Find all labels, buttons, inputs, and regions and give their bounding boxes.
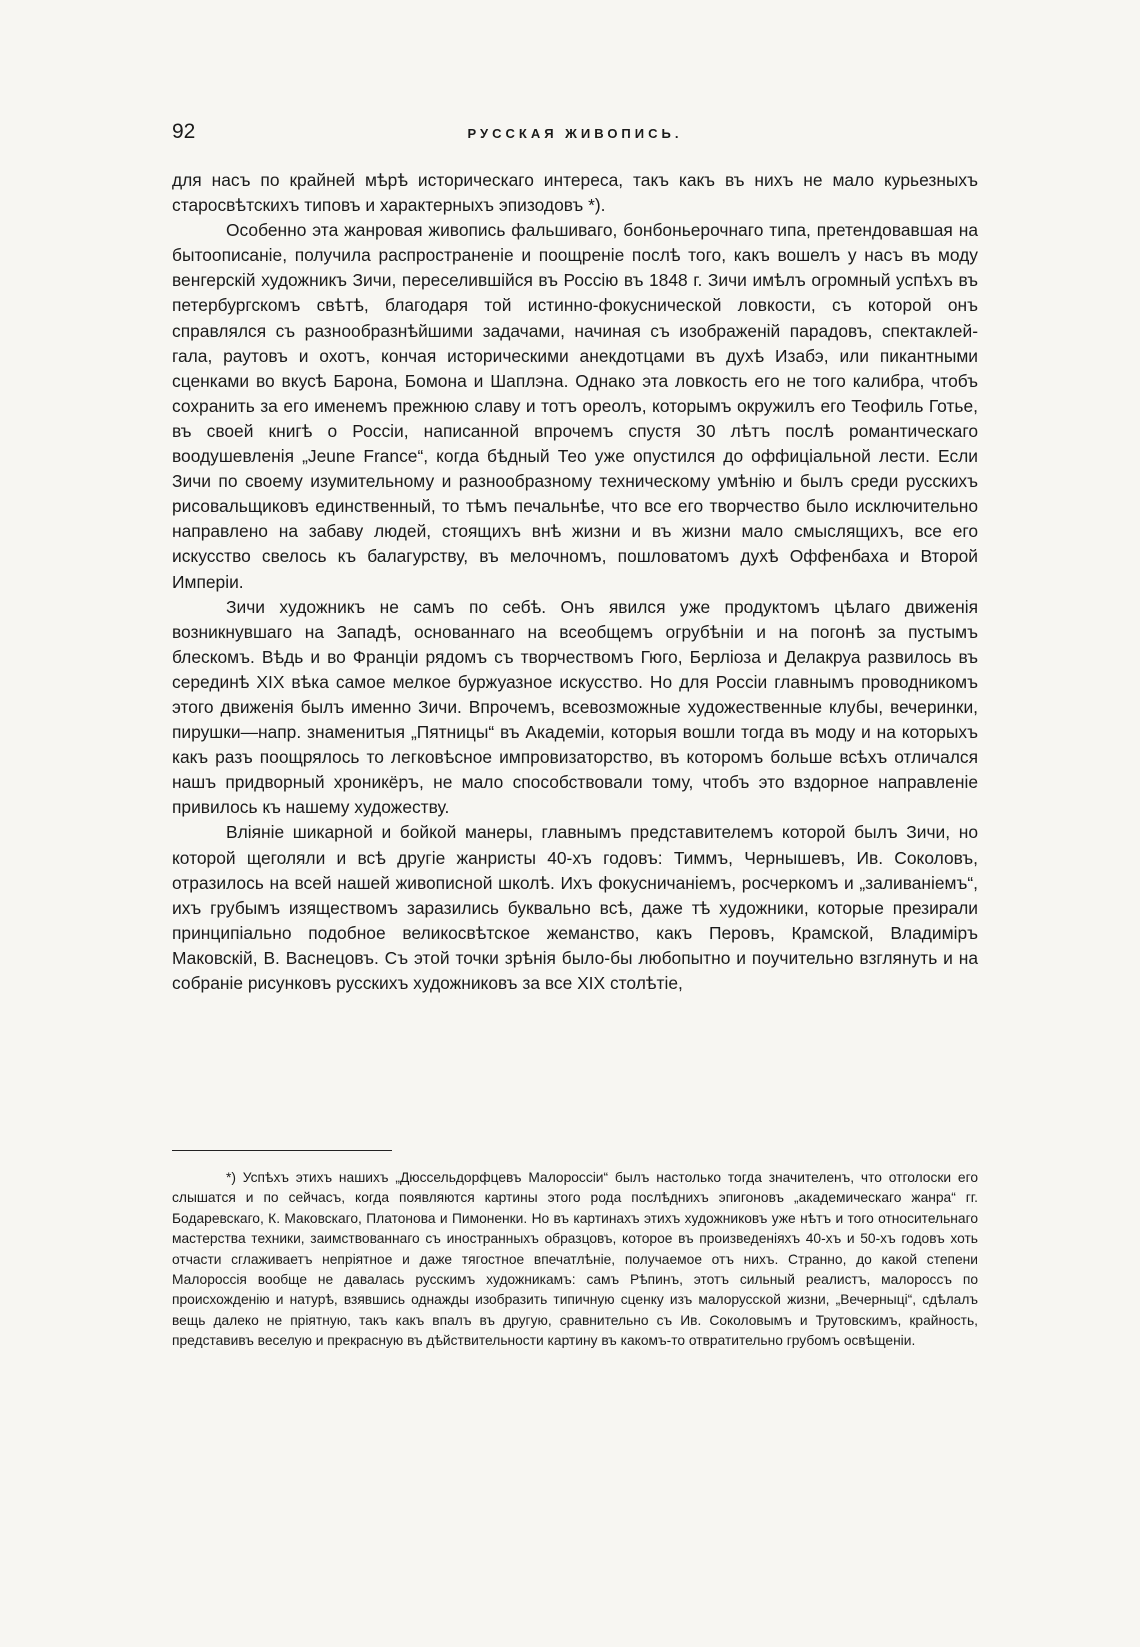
paragraph-influence: Вліяніе шикарной и бойкой манеры, главнымъ представителемъ которой былъ Зичи, но которой щеголяли и всѣ другіе жанристы 40-хъ годовъ: Тиммъ, Чернышевъ, Ив. Соколовъ, отразилось на всей нашей живописной школѣ. Ихъ фокусничаніемъ, росчеркомъ и „заливаніемъ“, ихъ грубымъ изяществомъ заразились буквально всѣ, даже тѣ художники, которые презирали принципіально подобное великосвѣтское жеманство, какъ Перовъ, Крамской, Владиміръ Маковскій, В. Васнецовъ. Съ этой точки зрѣнія было-бы любопытно и поучительно взглянуть и на собраніе рисунковъ русскихъ художниковъ за все XIX столѣтіе, (172, 822, 978, 993)
page-number: 92 (172, 120, 196, 143)
paragraph-zichy-movement: Зичи художникъ не самъ по себѣ. Онъ явился уже продуктомъ цѣлаго движенія возникнувшаго на Западѣ, основаннаго на всеобщемъ огрубѣніи и на погонѣ за пустымъ блескомъ. Вѣдь и во Франціи рядомъ съ творчествомъ Гюго, Берліоза и Делакруа развилось въ серединѣ XIX вѣка самое мелкое буржуазное искусство. Но для Россіи главнымъ проводникомъ этого движенія былъ именно Зичи. Впрочемъ, всевозможные художественные клубы, вечеринки, пирушки—напр. знаменитыя „Пятницы“ въ Академіи, которыя вошли тогда въ моду и на которыхъ какъ разъ поощрялось то легковѣсное импровизаторство, въ которомъ больше всѣхъ отличался нашъ придворный хроникёръ, не мало способствовали тому, чтобъ это вздорное направленіе привилось къ нашему художеству. (172, 596, 978, 818)
footnote-divider (172, 1150, 392, 1151)
paragraph-zichy-genre: Особенно эта жанровая живопись фальшиваго, бонбоньерочнаго типа, претендовавшая на бытоописаніе, получила распространеніе и поощреніе послѣ того, какъ вошелъ у насъ въ моду венгерскій художникъ Зичи, переселившійся въ Россію въ 1848 г. Зичи имѣлъ огромный успѣхъ въ петербургскомъ свѣтѣ, благодаря той истинно-фокуснической ловкости, съ которой онъ справлялся съ разнообразнѣйшими задачами, начиная съ изображеній парадовъ, спектаклей-гала, раутовъ и охотъ, кончая историческими анекдотцами въ духѣ Изабэ, или пикантными сценками во вкусѣ Барона, Бомона и Шаплэна. Однако эта ловкость его не того калибра, чтобъ сохранить за его именемъ прежнюю славу и тотъ ореолъ, которымъ окружилъ его Теофиль Готье, въ своей книгѣ о Россіи, написанной впрочемъ спустя 30 лѣтъ послѣ романтическаго воодушевленія „Jeune France“, когда бѣдный Тео уже опустился до оффиціальной лести. Если Зичи по своему изумительному и разнообразному техническому умѣнію и былъ среди русскихъ рисовальщиковъ единственный, то тѣмъ печальнѣе, что все его творчество было исключительно направлено на забаву людей, стоящихъ внѣ жизни и въ жизни мало смыслящихъ, все его искусство свелось къ балагурству, въ мелочномъ, пошловатомъ духѣ Оффенбаха и Второй Имперіи. (172, 220, 978, 592)
page-header (172, 120, 978, 150)
paragraph-continuation: для насъ по крайней мѣрѣ историческаго интереса, такъ какъ въ нихъ не мало курьезныхъ старосвѣтскихъ типовъ и характерныхъ эпизодовъ *). (172, 170, 978, 216)
footnote: *) Успѣхъ этихъ нашихъ „Дюссельдорфцевъ Малороссіи“ былъ настолько тогда значителенъ, что отголоски его слышатся и по сейчасъ, когда появляются картины этого рода послѣднихъ эпигоновъ „академическаго жанра“ гг. Бодаревскаго, К. Маковскаго, Платонова и Пимоненки. Но въ картинахъ этихъ художниковъ уже нѣтъ и того относительнаго мастерства техники, заимствованнаго съ иностранныхъ образцовъ, которое въ произведеніяхъ 40-хъ и 50-хъ годовъ хоть отчасти сглаживаетъ непріятное и даже тягостное впечатлѣніе, получаемое отъ нихъ. Странно, до какой степени Малороссія вообще не давалась русскимъ художникамъ: самъ Рѣпинъ, этотъ сильный реалистъ, малороссъ по происхожденію и натурѣ, взявшись однажды изобразить типичную сценку изъ малорусской жизни, „Вечерныці“, сдѣлалъ вещь далеко не пріятную, такъ какъ впалъ въ другую, сравнительно съ Ив. Соколовымъ и Трутовскимъ, крайность, представивъ веселую и прекрасную въ дѣйствительности картину въ какомъ-то отвратительно грубомъ освѣщеніи. (172, 1170, 978, 1349)
body-text (172, 168, 978, 996)
running-title: РУССКАЯ ЖИВОПИСЬ. (467, 126, 683, 141)
